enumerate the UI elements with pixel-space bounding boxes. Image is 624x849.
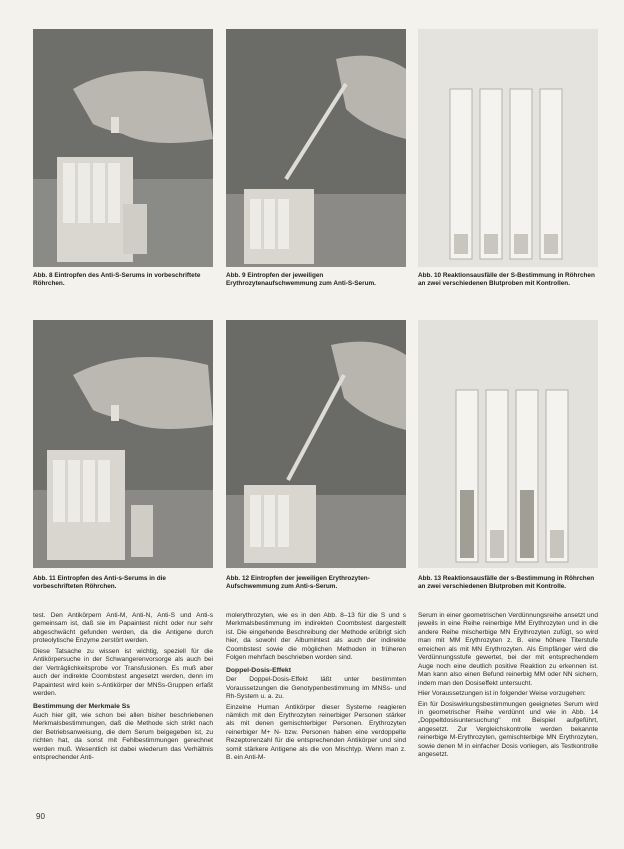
figure-8-photo xyxy=(33,29,213,267)
figure-12-photo xyxy=(226,320,406,568)
figure-11-caption: Abb. 11 Eintropfen des Anti-s-Serums in die vorbeschrifteten Röhrchen. xyxy=(33,575,166,590)
page-number: 90 xyxy=(36,812,45,821)
paragraph: molerythrozyten, wie es in den Abb. 8–13 für die S und s Merkmalsbestimmung im indirekten Coombstest dargestellt ist. Die eingehende Beschreibung der Methode erübrigt sich hier, da sowohl der Albumintest als auch der indirekte Coombstest sowie die möglichen Methoden in früheren Folgen mehrfach beschrieben worden sind. xyxy=(226,612,406,662)
figure-12-caption: Abb. 12 Eintropfen der jeweiligen Erythrozyten-Aufschwemmung zum Anti-s-Serum. xyxy=(226,575,370,590)
paragraph: Einzelne Human Antikörper dieser Systeme reagieren nämlich mit den Erythrozyten reinerbiger Personen stärker als mit denen gemischterbiger Personen. Erythrozyten reinerbiger M+ N- bzw. Personen haben eine verdoppelte Rezeptorenzahl für die entsprechenden Antikörper und sind somit stärkere Antigene als die von Mischtyp. Wenn man z. B. ein Anti-M- xyxy=(226,703,406,762)
section-heading: Doppel-Dosis-Effekt xyxy=(226,666,291,674)
body-column-right xyxy=(418,612,598,837)
paragraph: Der Doppel-Dosis-Effekt läßt unter bestimmten Voraussetzungen die Genotypenbestimmung im MNSs- und Rh-System u. a. zu. xyxy=(226,676,406,701)
figure-10-photo xyxy=(418,29,598,267)
paragraph: Auch hier gilt, wie schon bei allen bisher beschriebenen Merkmalsbestimmungen, daß die Methode sich strikt nach der Betriebsanweisung, die dem Serum beigegeben ist, zu richten hat, da sonst mit Fehlbestimmungen gerechnet werden muß. Wesentlich ist dabei wiederum das Verhältnis entsprechender Anti- xyxy=(33,711,213,762)
figure-11-photo xyxy=(33,320,213,568)
paragraph: Hier Voraussetzungen ist in folgender Weise vorzugehen: xyxy=(418,690,586,698)
figure-10-caption: Abb. 10 Reaktionsausfälle der S-Bestimmung in Röhrchen an zwei verschiedenen Blutproben mit Kontrollen. xyxy=(418,272,595,287)
paragraph: Serum in einer geometrischen Verdünnungsreihe ansetzt und jeweils in eine Reihe reinerbige MM Erythrozyten und in die andere Reihe mischerbige MN Erythrozyten zufügt, so wird man mit MM Erythrozyten z. B. eine höhere Titerstufe erreichen als mit MN Erythrozyten. Als Empfänger wird die Verdünnungsstufe gewertet, bei der mit entsprechendem Auge noch eine deutlich positive Reaktion zu erkennen ist. Man kann also einen Befund reinerbig MM oder NN sichern, indem man den Dosiseffekt untersucht. xyxy=(418,612,598,687)
body-column-middle xyxy=(226,612,406,807)
figure-13-photo xyxy=(418,320,598,568)
body-column-left xyxy=(33,612,213,807)
paragraph: Ein für Dosiswirkungsbestimmungen geeignetes Serum wird in geometrischer Reihe verdünnt und wie in Abb. 14 „Doppeltdosisuntersuchung" mit Beispiel aufgeführt, angesetzt. Zur Vergleichskontrolle werden bekannte reinerbige M-Erythrozyten, gemischterbige MN Erythrozyten, sowie denen M in einfacher Dosis vorliegen, als Testkontrolle angesetzt. xyxy=(418,700,598,759)
figure-8-caption: Abb. 8 Eintropfen des Anti-S-Serums in vorbeschriftete Röhrchen. xyxy=(33,272,201,287)
figure-13-caption: Abb. 13 Reaktionsausfälle der s-Bestimmung in Röhrchen an zwei verschiedenen Blutproben mit Kontrolle. xyxy=(418,575,595,590)
figure-9-caption: Abb. 9 Eintropfen der jeweiligen Erythrozytenaufschwemmung zum Anti-S-Serum. xyxy=(226,272,376,287)
figure-9-photo xyxy=(226,29,406,267)
paragraph: test. Den Antikörpern Anti-M, Anti-N, Anti-S und Anti-s gemeinsam ist, daß sie im Papaintest nicht oder nur sehr abgeschwächt gefunden werden, da die Antigene durch proteolytische Enzyme zerstört werden. xyxy=(33,612,213,645)
paragraph: Diese Tatsache zu wissen ist wichtig, speziell für die Antikörpersuche in der Schwangerenvorsorge als auch bei der Verträglichkeitsprobe vor Transfusionen. Es muß aber auch der indirekte Coombstest angesetzt werden, denn im Papaintest wird kein s-Antikörper der MNSs-Gruppen erfaßt werden. xyxy=(33,647,213,698)
section-heading: Bestimmung der Merkmale Ss xyxy=(33,702,131,710)
